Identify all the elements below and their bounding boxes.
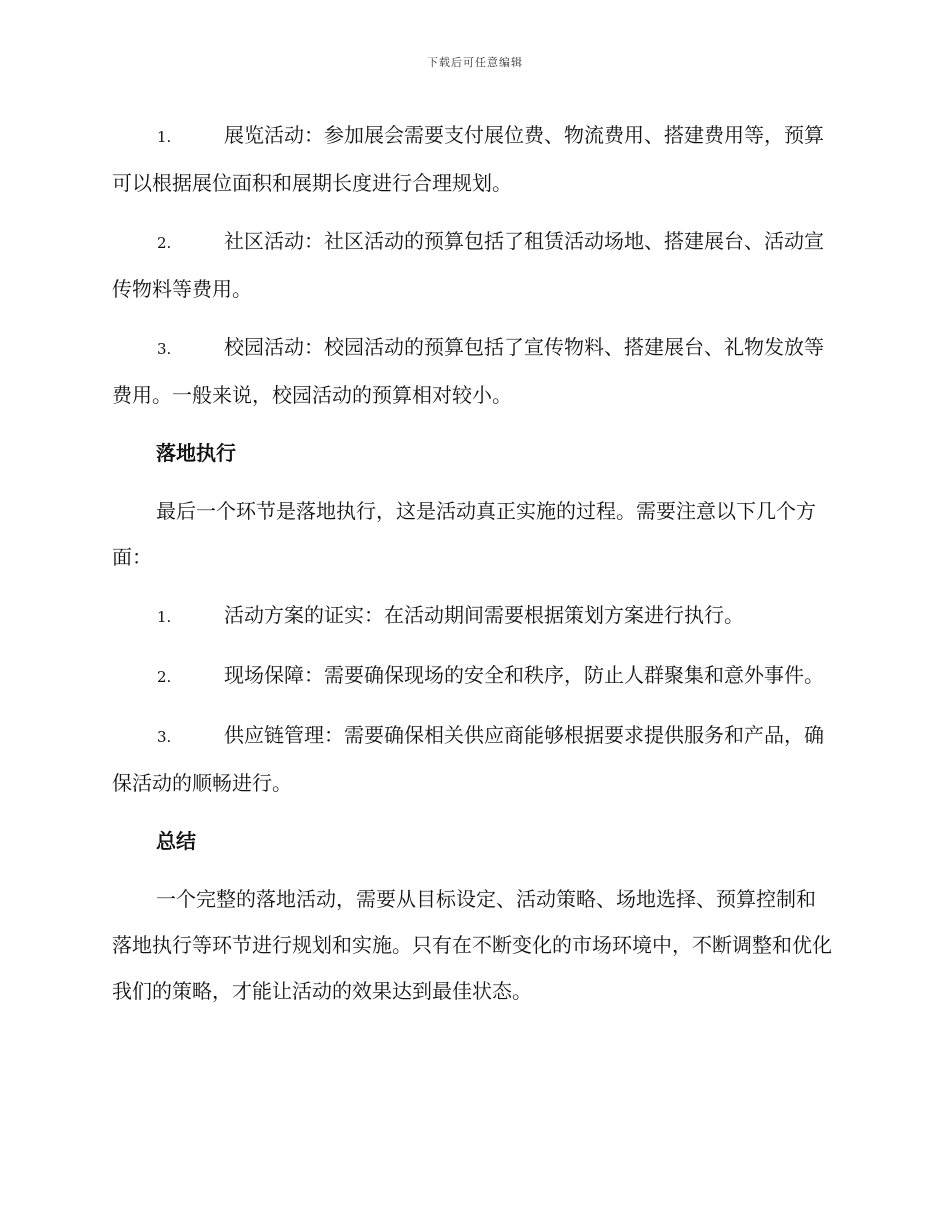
list-number: 1.: [157, 608, 172, 626]
list-item: [112, 712, 834, 806]
list-number: 2.: [157, 668, 172, 686]
list-item: [112, 592, 834, 640]
list-number: 1.: [157, 128, 172, 146]
list-number: 3.: [157, 728, 172, 746]
list-text: 校园活动：校园活动的预算包括了宣传物料、搭建展台、礼物发放等费用。一般来说，校园活动的预算相对较小。: [112, 335, 824, 407]
list-text: 展览活动：参加展会需要支付展位费、物流费用、搭建费用等，预算可以根据展位面积和展期长度进行合理规划。: [112, 123, 824, 195]
list-text: 供应链管理：需要确保相关供应商能够根据要求提供服务和产品，确保活动的顺畅进行。: [112, 723, 824, 795]
page-header: 下载后可任意编辑: [427, 56, 523, 69]
list-number: 3.: [157, 340, 172, 358]
section-heading: 总结: [156, 829, 196, 853]
list-text: 活动方案的证实：在活动期间需要根据策划方案进行执行。: [224, 603, 744, 627]
list-item: [112, 324, 834, 418]
list-item: [112, 652, 834, 700]
list-item: [112, 218, 834, 312]
paragraph: 最后一个环节是落地执行，这是活动真正实施的过程。需要注意以下几个方面：: [112, 499, 816, 569]
list-item: [112, 112, 834, 206]
list-number: 2.: [157, 234, 172, 252]
document-body: [112, 112, 834, 1026]
section-heading: 落地执行: [156, 441, 236, 465]
list-text: 现场保障：需要确保现场的安全和秩序，防止人群聚集和意外事件。: [224, 663, 824, 687]
list-text: 社区活动：社区活动的预算包括了租赁活动场地、搭建展台、活动宣传物料等费用。: [112, 229, 824, 301]
paragraph: 一个完整的落地活动，需要从目标设定、活动策略、场地选择、预算控制和落地执行等环节进行规划和实施。只有在不断变化的市场环境中，不断调整和优化我们的策略，才能让活动的效果达到最佳状态。: [112, 887, 832, 1003]
